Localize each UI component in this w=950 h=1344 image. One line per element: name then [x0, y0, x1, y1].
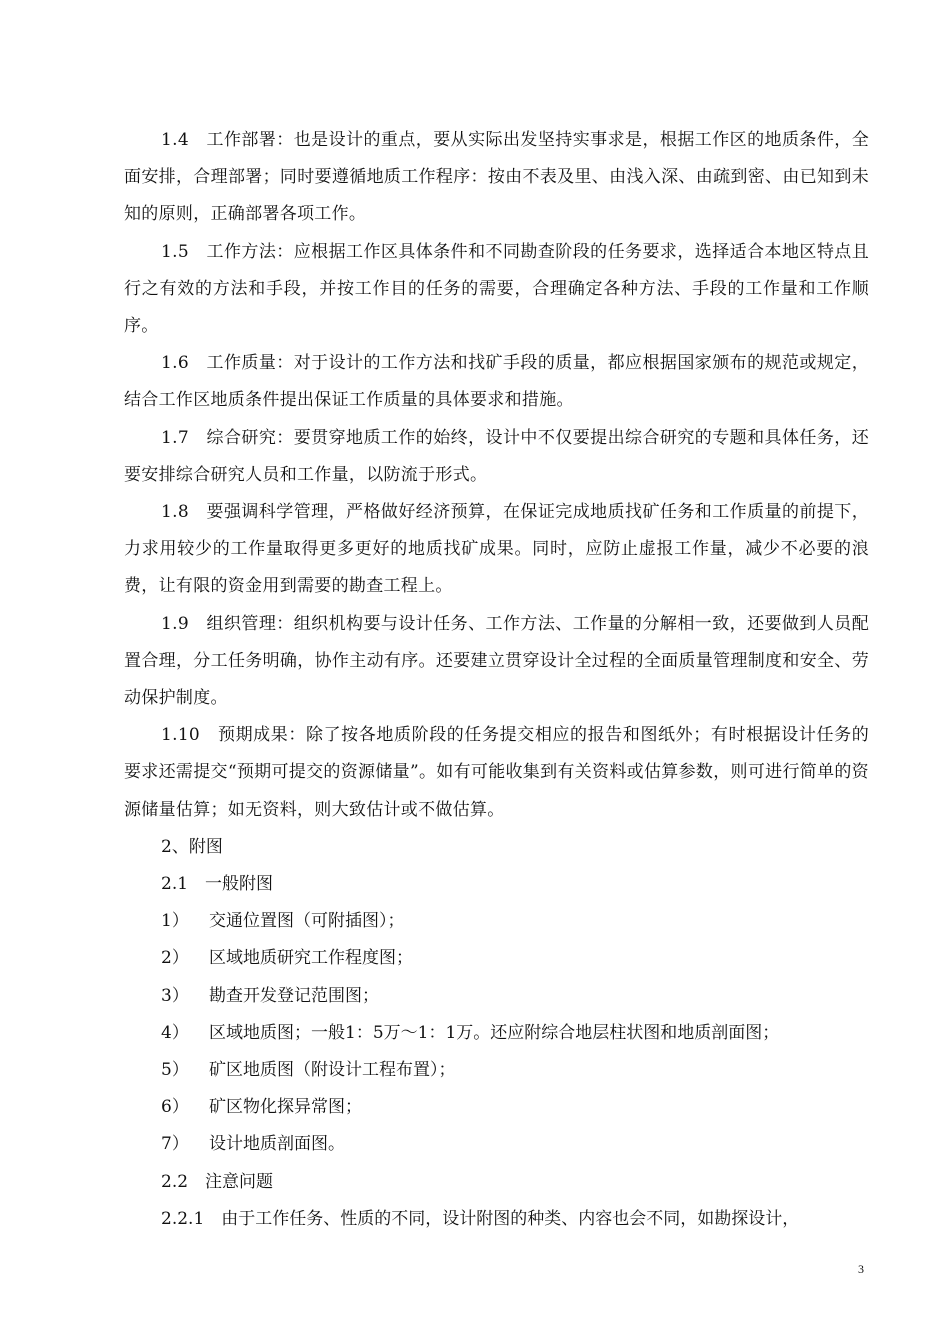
list-item-number: 3） — [161, 985, 189, 1006]
list-item-text: 勘查开发登记范围图； — [209, 985, 379, 1006]
list-item-number: 5） — [161, 1060, 189, 1081]
page-number: 3 — [858, 1262, 864, 1276]
paragraph-1-6: 1.6 工作质量：对于设计的工作方法和找矿手段的质量，都应根据国家颁布的规范或规定，结合工作区地质条件提出保证工作质量的具体要求和措施。 — [124, 353, 869, 411]
list-item-text: 区域地质研究工作程度图； — [209, 948, 413, 969]
list-item-number: 6） — [161, 1097, 189, 1118]
paragraph-1-10: 1.10 预期成果：除了按各地质阶段的任务提交相应的报告和图纸外；有时根据设计任务的要求还需提交“预期可提交的资源储量”。如有可能收集到有关资料或估算参数，则可进行简单的资源储量估算；如无资料，则大致估计或不做估算。 — [124, 725, 869, 820]
section-2-1-heading: 2.1 一般附图 — [161, 874, 274, 895]
list-item — [124, 1015, 869, 1052]
section-2-2-heading: 2.2 注意问题 — [161, 1171, 274, 1192]
list-item-text: 设计地质剖面图。 — [209, 1134, 345, 1155]
list-item-text: 矿区物化探异常图； — [209, 1097, 362, 1118]
list-item-number: 1） — [161, 911, 189, 932]
list-item-number: 7） — [161, 1134, 189, 1155]
paragraph-1-8: 1.8 要强调科学管理，严格做好经济预算，在保证完成地质找矿任务和工作质量的前提下，力求用较少的工作量取得更多更好的地质找矿成果。同时，应防止虚报工作量，减少不必要的浪费，让有限的资金用到需要的勘查工程上。 — [124, 502, 869, 597]
page-content — [124, 122, 869, 1238]
paragraph-1-5: 1.5 工作方法：应根据工作区具体条件和不同勘查阶段的任务要求，选择适合本地区特点且行之有效的方法和手段，并按工作目的任务的需要，合理确定各种方法、手段的工作量和工作顺序。 — [124, 241, 869, 337]
section-2-heading: 2、附图 — [161, 836, 223, 857]
list-item — [124, 903, 869, 940]
list-item — [124, 978, 869, 1015]
paragraph-1-9: 1.9 组织管理：组织机构要与设计任务、工作方法、工作量的分解相一致，还要做到人员配置合理，分工任务明确，协作主动有序。还要建立贯穿设计全过程的全面质量管理制度和安全、劳动保护制度。 — [124, 613, 869, 709]
list-item — [124, 1126, 869, 1163]
list-item — [124, 940, 869, 977]
paragraph-1-4: 1.4 工作部署：也是设计的重点，要从实际出发坚持实事求是，根据工作区的地质条件，全面安排，合理部署；同时要遵循地质工作程序：按由不表及里、由浅入深、由疏到密、由已知到未知的原则，正确部署各项工作。 — [124, 130, 869, 225]
list-item — [124, 1052, 869, 1089]
paragraph-1-7: 1.7 综合研究：要贯穿地质工作的始终，设计中不仅要提出综合研究的专题和具体任务，还要安排综合研究人员和工作量，以防流于形式。 — [124, 427, 869, 485]
list-item-number: 2） — [161, 948, 189, 969]
list-item-text: 区域地质图；一般1：5万～1：1万。还应附综合地层柱状图和地质剖面图； — [209, 1022, 780, 1043]
paragraph-2-2-1: 2.2.1 由于工作任务、性质的不同，设计附图的种类、内容也会不同，如勘探设计， — [161, 1208, 800, 1229]
list-item-text: 交通位置图（可附插图）； — [209, 911, 405, 932]
list-item-text: 矿区地质图（附设计工程布置）； — [209, 1060, 456, 1081]
list-item — [124, 1089, 869, 1126]
list-item-number: 4） — [161, 1022, 189, 1043]
